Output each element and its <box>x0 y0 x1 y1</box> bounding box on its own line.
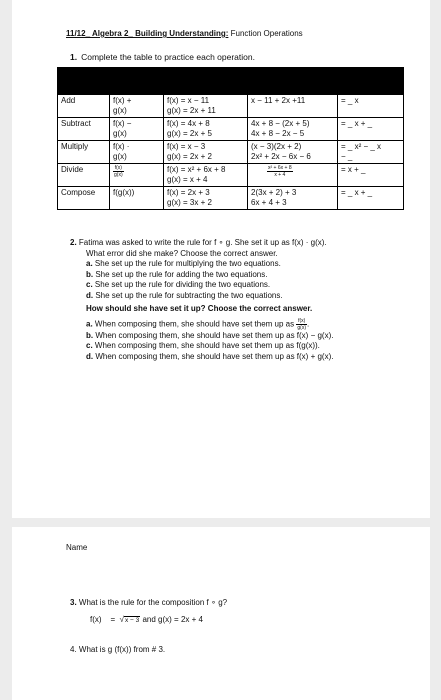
operation-name: Add <box>58 95 110 118</box>
work-cell: 2(3x + 2) + 3 6x + 4 + 3 <box>248 187 338 210</box>
answer-cell[interactable]: = x + _ <box>338 164 404 187</box>
operation-name: Compose <box>58 187 110 210</box>
table-row <box>58 141 404 164</box>
work-cell: x − 11 + 2x +11 <box>248 95 338 118</box>
operation-notation <box>110 164 164 187</box>
operation-notation: f(x) + g(x) <box>110 95 164 118</box>
question-3-text: What is the rule for the composition f ∘ g? <box>78 598 228 607</box>
question-1-text: Complete the table to practice each operation. <box>81 52 255 62</box>
table-row <box>58 118 404 141</box>
question-4-text: What is g (f(x)) from # 3. <box>78 645 166 654</box>
choice-option[interactable]: a. She set up the rule for multiplying the two equations. <box>86 259 281 268</box>
operation-name: Multiply <box>58 141 110 164</box>
question-2-ask-setup: How should she have set it up? Choose the correct answer. <box>86 304 313 313</box>
worksheet-header <box>66 29 303 38</box>
question-4-number: 4. <box>70 645 77 654</box>
table-row <box>58 164 404 187</box>
operation-notation: f(g(x)) <box>110 187 164 210</box>
table-row <box>58 95 404 118</box>
quotient-notation: $\frac{f(x)}{g(x)}$ <box>114 165 123 178</box>
choice-option[interactable]: d. She set up the rule for subtracting the two equations. <box>86 290 283 300</box>
choice-option[interactable]: a. When composing them, she should have set them up as $\frac{f(x)}{g(x)}$ . <box>86 317 310 331</box>
answer-cell[interactable]: = _ x + _ <box>338 118 404 141</box>
given-functions: f(x) = x − 11 g(x) = 2x + 11 <box>164 95 248 118</box>
choice-option[interactable]: b. She set up the rule for adding the two equations. <box>86 269 268 279</box>
question-2-ask-error: What error did she make? Choose the correct answer. <box>86 248 278 258</box>
question-3-functions: f(x) = √x − 3 and g(x) = 2x + 4 <box>90 615 203 624</box>
answer-cell[interactable]: = _ x <box>338 95 404 118</box>
question-2-number: 2. <box>70 238 77 247</box>
question-1 <box>70 52 255 62</box>
answer-cell[interactable]: = _ x + _ <box>338 187 404 210</box>
choice-option[interactable]: c. She set up the rule for dividing the two equations. <box>86 280 271 289</box>
given-functions: f(x) = 4x + 8 g(x) = 2x + 5 <box>164 118 248 141</box>
question-2 <box>70 238 370 362</box>
work-cell: (x − 3)(2x + 2) 2x² + 2x − 6x − 6 <box>248 141 338 164</box>
header-subtitle: Function Operations <box>230 29 303 38</box>
name-label: Name <box>66 543 88 552</box>
operation-notation: f(x) − g(x) <box>110 118 164 141</box>
question-4 <box>70 645 165 654</box>
work-cell <box>248 164 338 187</box>
question-1-number: 1. <box>70 52 78 62</box>
table-header-row <box>58 68 404 95</box>
choice-option[interactable]: c. When composing them, she should have set them up as f(g(x)). <box>86 341 320 350</box>
question-2-text: Fatima was asked to write the rule for f ∘ g. She set it up as f(x) · g(x). <box>78 238 327 247</box>
choice-option[interactable]: d. When composing them, she should have set them up as f(x) + g(x). <box>86 351 334 361</box>
worksheet-page-1 <box>12 0 430 518</box>
given-functions: f(x) = x² + 6x + 8 g(x) = x + 4 <box>164 164 248 187</box>
operations-table <box>57 67 404 210</box>
worksheet-page-2 <box>12 527 430 700</box>
operation-name: Subtract <box>58 118 110 141</box>
question-3-number: 3. <box>70 598 77 607</box>
choice-option[interactable]: b. When composing them, she should have set them up as f(x) − g(x). <box>86 330 334 340</box>
quotient-work: $\frac{\text{x² + 6x + 8}}{x + 4}$ <box>268 165 292 178</box>
given-functions: f(x) = x − 3 g(x) = 2x + 2 <box>164 141 248 164</box>
table-row <box>58 187 404 210</box>
operation-notation: f(x) · g(x) <box>110 141 164 164</box>
given-functions: f(x) = 2x + 3 g(x) = 3x + 2 <box>164 187 248 210</box>
question-3 <box>70 598 227 607</box>
answer-cell[interactable]: = _ x² − _ x − _ <box>338 141 404 164</box>
radicand: x − 3 <box>124 617 140 624</box>
header-title: 11/12_ Algebra 2_ Building Understanding: <box>66 29 229 38</box>
operation-name: Divide <box>58 164 110 187</box>
work-cell: 4x + 8 − (2x + 5) 4x + 8 − 2x − 5 <box>248 118 338 141</box>
